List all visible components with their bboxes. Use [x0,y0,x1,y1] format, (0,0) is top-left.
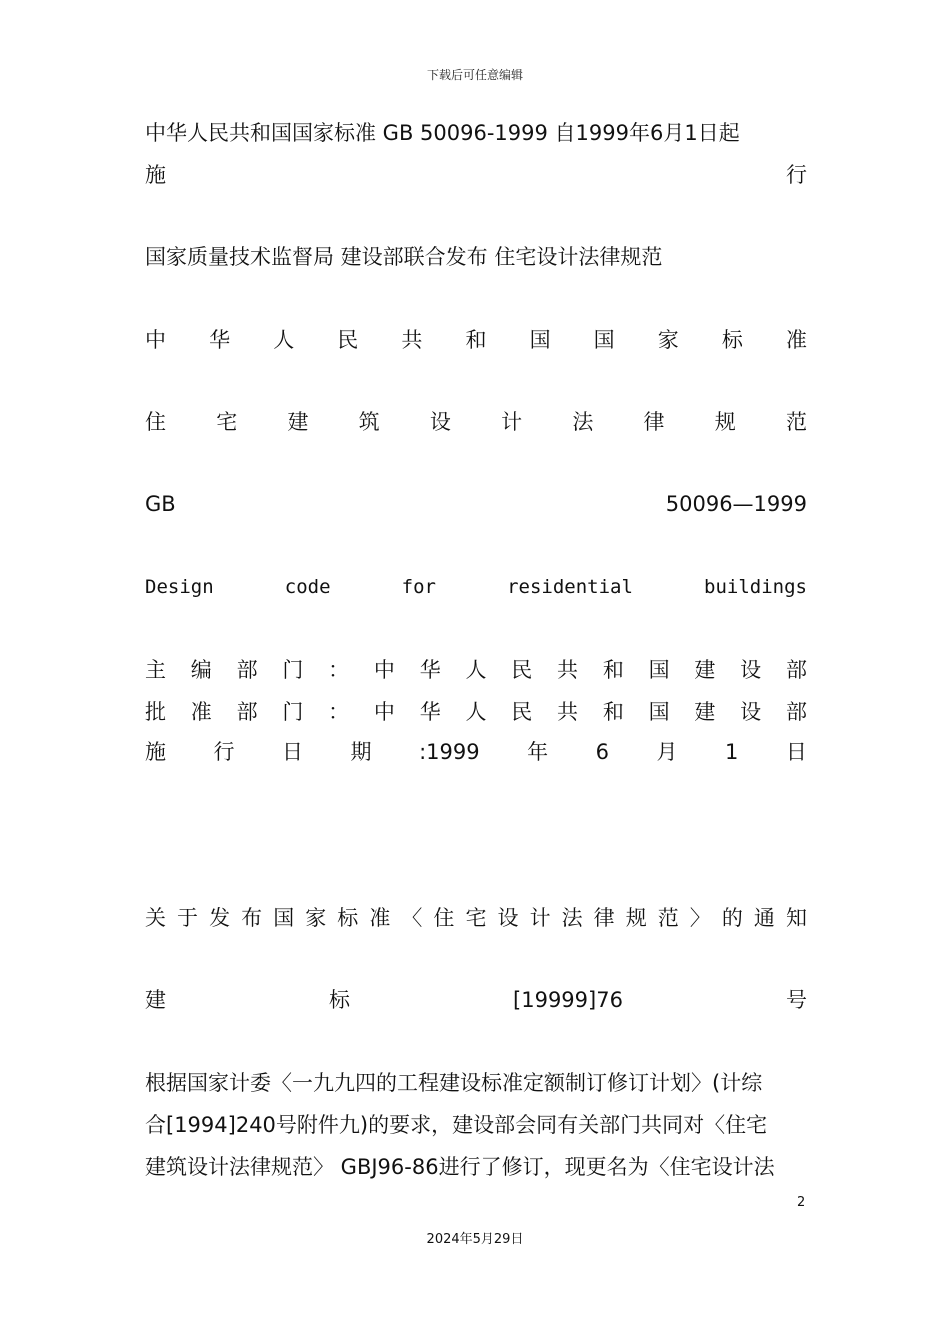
effective-date-part: 月 [656,740,678,764]
editor-department-part: 共 [557,658,579,682]
intro-line-2-right: 行 [786,163,807,187]
notice-title-part: 标 [337,906,359,930]
editor-department-part: 建 [694,658,716,682]
approval-department-part: 批 [145,700,166,724]
editor-department-part: 部 [785,658,807,682]
standard-code-part: GB [145,492,176,516]
standard-title [145,325,807,355]
standard-title-part: 国 [529,328,551,352]
effective-date-part: 1 [725,740,739,764]
notice-title-part: 法 [561,906,583,930]
approval-department-part: 国 [648,700,670,724]
notice-number-part: 建 [145,988,166,1012]
notice-title-part: 国 [273,906,295,930]
editor-department-part: 国 [648,658,670,682]
notice-title-part: 律 [593,906,615,930]
standard-title-part: 家 [657,328,679,352]
effective-date-part: 施 [145,740,166,764]
body-line-1: 根据国家计委〈一九九四的工程建设标准定额制订修订计划〉(计综 [145,1071,763,1095]
english-title-part: Design [145,576,214,598]
approval-department-part: ： [328,700,350,724]
english-title-part: buildings [704,576,807,598]
notice-title [145,903,807,933]
approval-department-part: 民 [511,700,533,724]
standard-subtitle-part: 筑 [358,410,380,434]
standard-title-part: 和 [465,328,487,352]
standard-subtitle-part: 法 [572,410,594,434]
notice-title-part: 知 [785,906,807,930]
standard-subtitle-part: 范 [785,410,807,434]
body-line-3: 建筑设计法律规范〉 GBJ96-86进行了修订，现更名为〈住宅设计法 [145,1155,775,1179]
standard-title-part: 民 [337,328,359,352]
editor-department-part: 部 [236,658,258,682]
editor-department-part: 华 [419,658,441,682]
approval-department-part: 共 [557,700,579,724]
standard-subtitle-part: 住 [145,410,166,434]
notice-number [145,985,807,1015]
notice-number-part: 号 [785,988,807,1012]
approval-department-part: 人 [465,700,487,724]
effective-date-part: 期 [350,740,372,764]
standard-title-part: 标 [721,328,743,352]
notice-title-part: 关 [145,906,166,930]
editor-department-part: 人 [465,658,487,682]
notice-title-part: 住 [433,906,455,930]
effective-date [145,737,807,767]
notice-number-part: [19999]76 [513,988,623,1012]
editor-department-part: 设 [740,658,762,682]
editor-department-part: 主 [145,658,166,682]
standard-subtitle-part: 宅 [216,410,238,434]
approval-department-part: 中 [373,700,395,724]
editor-department-part: 门 [282,658,304,682]
standard-code-part: 50096—1999 [665,492,807,516]
english-title-part: code [284,576,331,598]
body-line-2: 合[1994]240号附件九)的要求，建设部会同有关部门共同对〈住宅 [145,1113,768,1137]
intro-line-2 [145,160,807,190]
standard-subtitle-part: 计 [501,410,523,434]
notice-title-part: 布 [241,906,263,930]
standard-subtitle-part: 设 [429,410,451,434]
page-number: 2 [797,1195,806,1210]
standard-code [145,489,807,519]
approval-department-part: 门 [282,700,304,724]
editor-department-part: 中 [373,658,395,682]
standard-title-part: 人 [273,328,295,352]
editor-department-part: 和 [602,658,624,682]
effective-date-part: 年 [527,740,549,764]
page-footer-date: 2024年5月29日 [426,1232,524,1247]
notice-title-part: 〈 [401,906,423,930]
approval-department-part: 建 [694,700,716,724]
notice-title-part: 设 [497,906,519,930]
notice-title-part: 家 [305,906,327,930]
effective-date-part: :1999 [419,740,480,764]
editor-department-part: 编 [190,658,212,682]
editor-department [145,655,807,685]
approval-department-part: 部 [785,700,807,724]
notice-title-part: 规 [625,906,647,930]
editor-department-part: ： [328,658,350,682]
standard-title-part: 中 [145,328,166,352]
effective-date-part: 行 [213,740,235,764]
notice-title-part: 〉 [689,906,711,930]
intro-line-2-left: 施 [145,163,166,187]
effective-date-part: 日 [785,740,807,764]
approval-department-part: 准 [190,700,212,724]
notice-title-part: 范 [657,906,679,930]
approval-department-part: 设 [740,700,762,724]
notice-title-part: 宅 [465,906,487,930]
approval-department-part: 部 [236,700,258,724]
english-title-part: residential [507,576,633,598]
standard-title-part: 华 [209,328,231,352]
english-title-part: for [401,576,436,598]
english-title [145,572,807,602]
notice-title-part: 的 [721,906,743,930]
notice-title-part: 准 [369,906,391,930]
intro-line-1: 中华人民共和国国家标准 GB 50096-1999 自1999年6月1日起 [145,121,740,145]
issuer-line: 国家质量技术监督局 建设部联合发布 住宅设计法律规范 [145,245,663,269]
standard-subtitle [145,407,807,437]
editor-department-part: 民 [511,658,533,682]
effective-date-part: 日 [282,740,304,764]
standard-subtitle-part: 建 [287,410,309,434]
notice-title-part: 计 [529,906,551,930]
notice-number-part: 标 [329,988,351,1012]
effective-date-part: 6 [595,740,609,764]
standard-title-part: 国 [593,328,615,352]
standard-title-part: 准 [785,328,807,352]
approval-department-part: 和 [602,700,624,724]
notice-title-part: 通 [753,906,775,930]
notice-title-part: 发 [209,906,231,930]
page-header: 下载后可任意编辑 [426,68,523,82]
approval-department [145,697,807,727]
standard-subtitle-part: 律 [643,410,665,434]
approval-department-part: 华 [419,700,441,724]
standard-title-part: 共 [401,328,423,352]
standard-subtitle-part: 规 [714,410,736,434]
notice-title-part: 于 [177,906,199,930]
